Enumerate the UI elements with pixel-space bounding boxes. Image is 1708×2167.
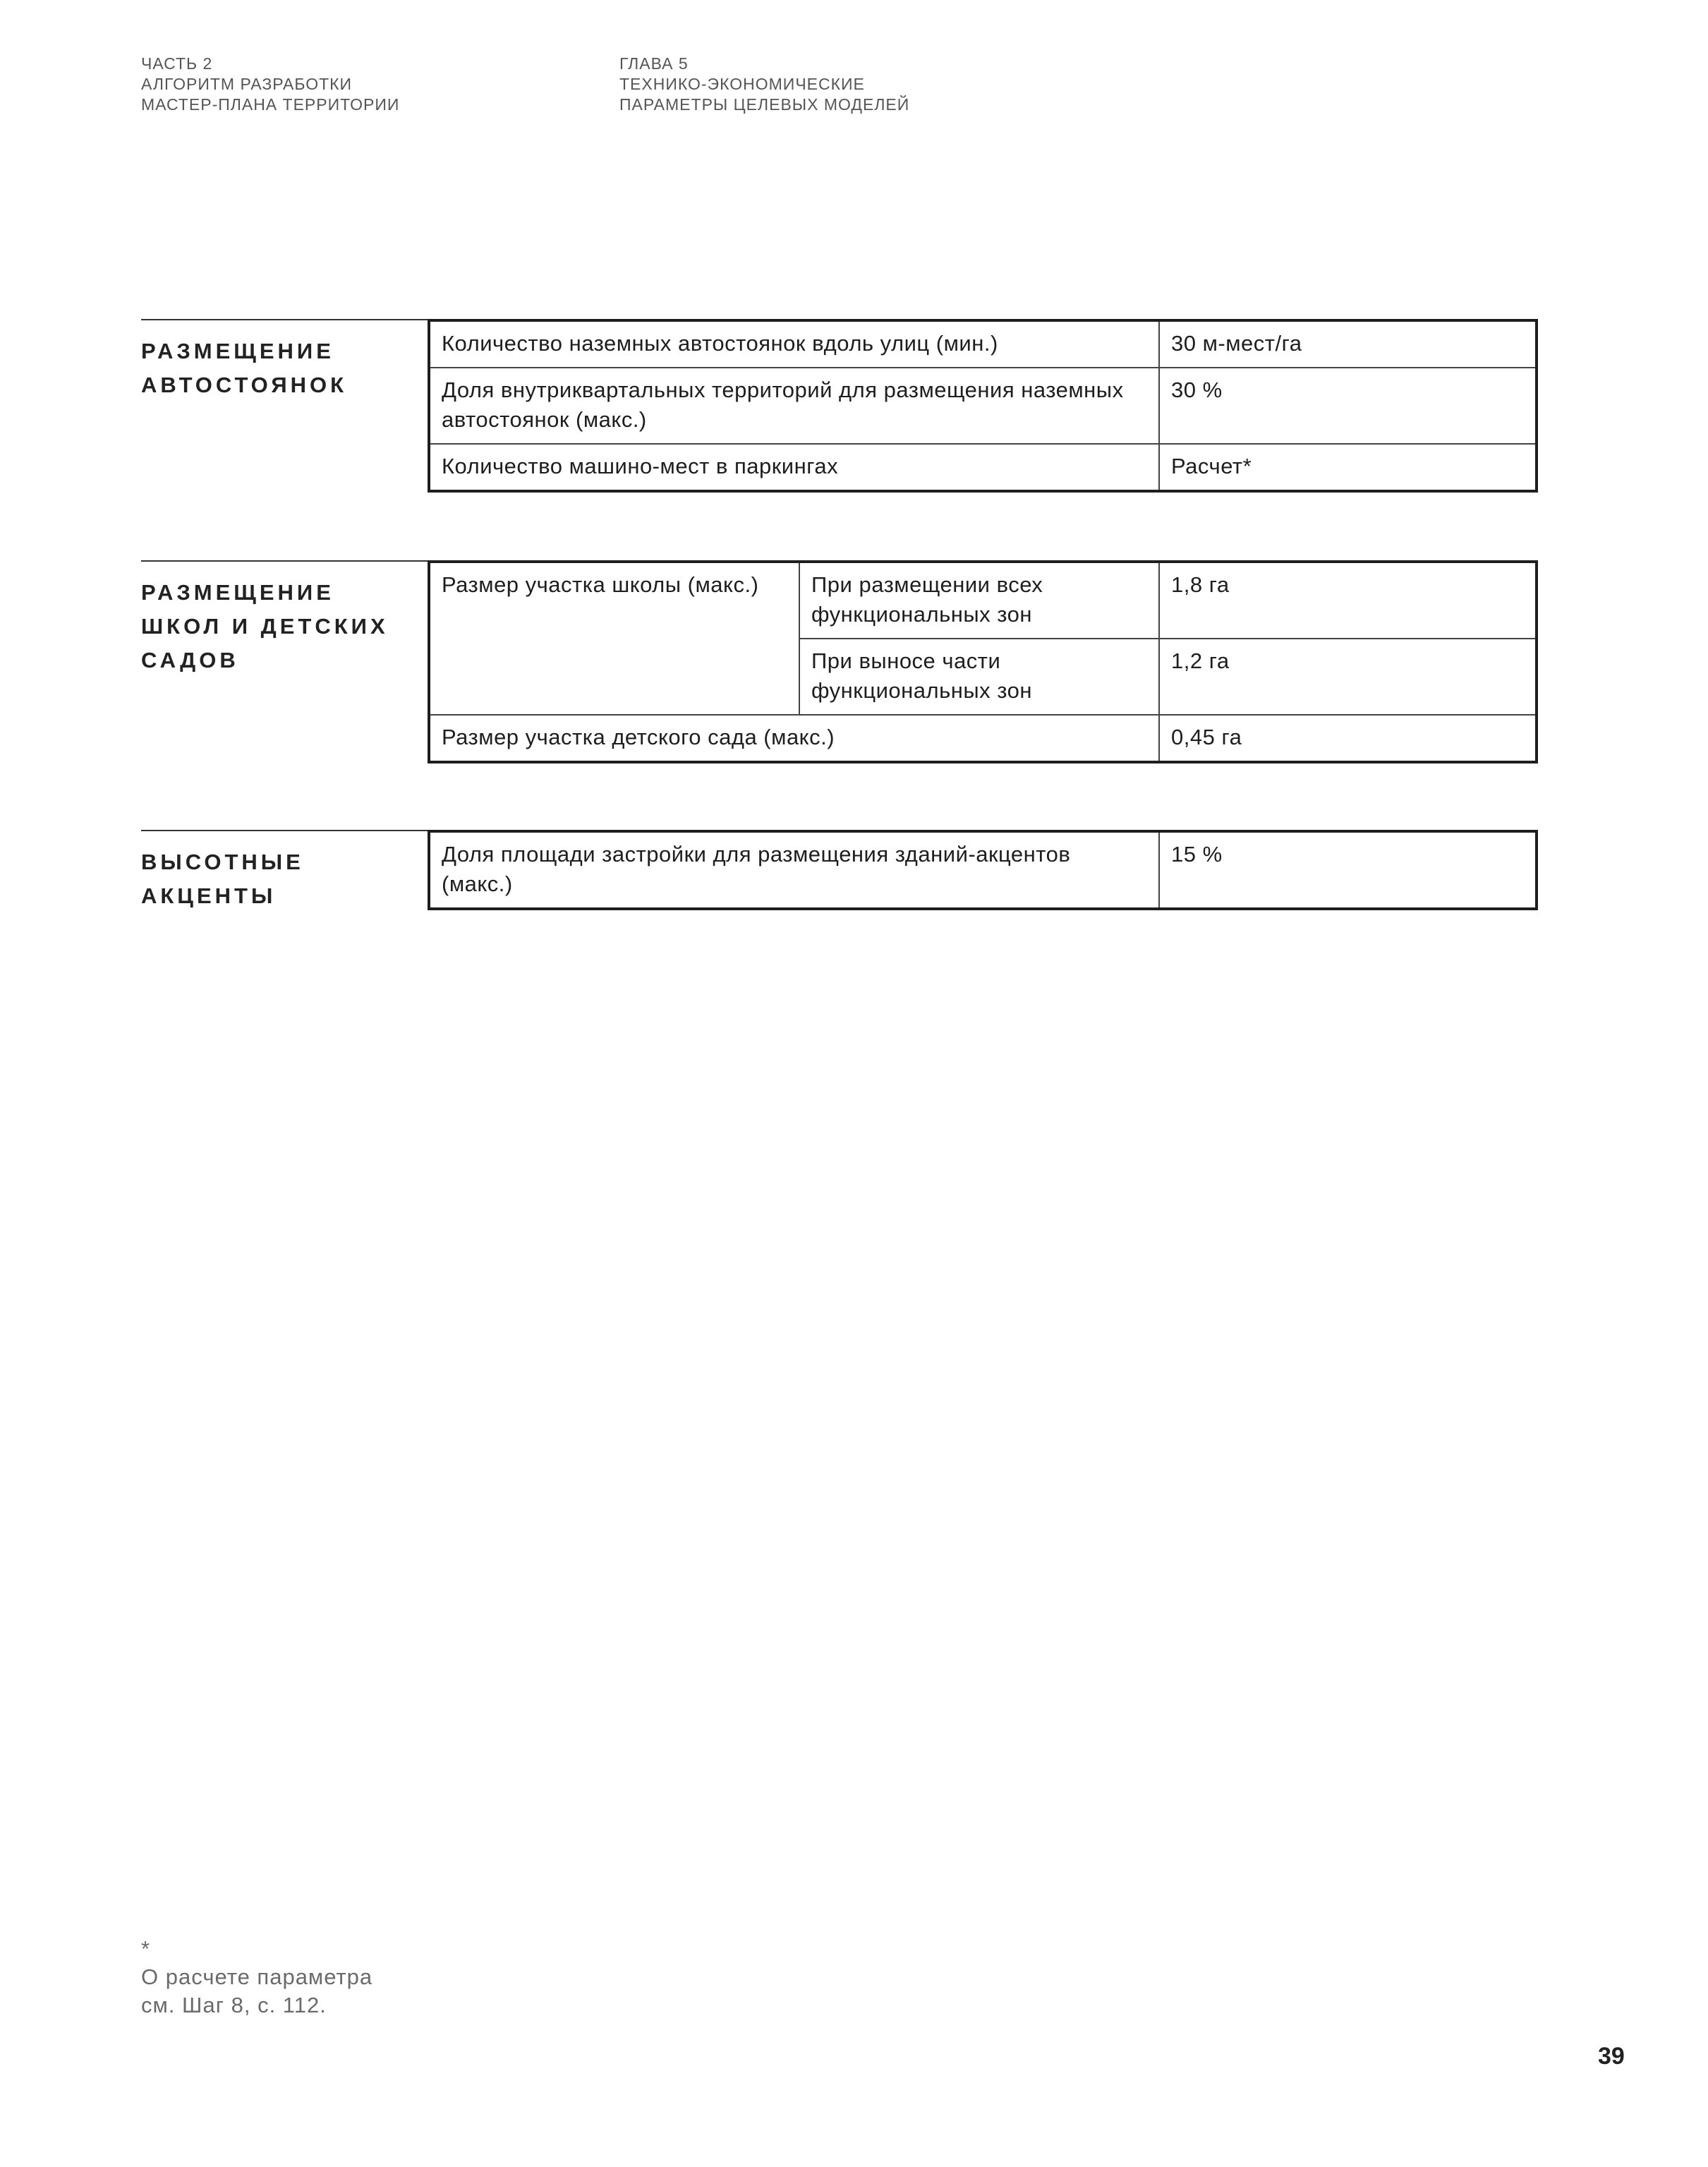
section-title-line: ВЫСОТНЫЕ — [141, 850, 304, 874]
table-row — [429, 320, 1537, 368]
section-divider — [141, 560, 430, 562]
schools-parameters-table — [428, 560, 1538, 763]
section-title-line: РАЗМЕЩЕНИЕ — [141, 580, 334, 605]
section-title-line: АКЦЕНТЫ — [141, 883, 277, 908]
section-title-line: АВТОСТОЯНОК — [141, 373, 348, 397]
section-title — [141, 334, 423, 402]
parameter-cell: Количество машино-мест в паркингах — [429, 444, 1159, 491]
chapter-title-line-1: ТЕХНИКО-ЭКОНОМИЧЕСКИЕ — [619, 75, 865, 93]
value-cell: 15 % — [1159, 831, 1537, 909]
section-divider — [141, 319, 430, 320]
footnote-marker: * — [141, 1936, 151, 1961]
chapter-number: ГЛАВА 5 — [619, 54, 689, 73]
value-cell: 30 % — [1159, 368, 1537, 444]
table-row — [429, 562, 1537, 639]
section-title-line: РАЗМЕЩЕНИЕ — [141, 339, 334, 363]
value-cell: 30 м-мест/га — [1159, 320, 1537, 368]
parameter-cell: Размер участка детского сада (макс.) — [429, 715, 1159, 762]
table-row — [429, 444, 1537, 491]
footnote-line: см. Шаг 8, с. 112. — [141, 1993, 327, 2017]
section-title-line: САДОВ — [141, 648, 239, 672]
condition-cell: При выносе части функциональных зон — [799, 639, 1159, 715]
parameter-cell: Количество наземных автостоянок вдоль улиц (мин.) — [429, 320, 1159, 368]
accents-parameters-table — [428, 830, 1538, 910]
page-number: 39 — [1598, 2043, 1625, 2070]
parking-parameters-table — [428, 319, 1538, 493]
chapter-title-line-2: ПАРАМЕТРЫ ЦЕЛЕВЫХ МОДЕЛЕЙ — [619, 95, 910, 114]
footnote — [141, 1935, 373, 2020]
part-number: ЧАСТЬ 2 — [141, 54, 213, 73]
parameter-cell: Доля площади застройки для размещения зданий-акцентов (макс.) — [429, 831, 1159, 909]
running-head-chapter — [619, 54, 909, 115]
table-row — [429, 368, 1537, 444]
value-cell: 1,8 га — [1159, 562, 1537, 639]
section-title-line: ШКОЛ И ДЕТСКИХ — [141, 614, 389, 639]
part-title-line-1: АЛГОРИТМ РАЗРАБОТКИ — [141, 75, 353, 93]
section-divider — [141, 830, 430, 831]
table-row — [429, 831, 1537, 909]
table-row — [429, 715, 1537, 762]
section-title — [141, 845, 423, 913]
value-cell: 0,45 га — [1159, 715, 1537, 762]
section-title — [141, 576, 423, 677]
footnote-line: О расчете параметра — [141, 1964, 373, 1989]
condition-cell: При размещении всех функциональных зон — [799, 562, 1159, 639]
value-cell: 1,2 га — [1159, 639, 1537, 715]
part-title-line-2: МАСТЕР-ПЛАНА ТЕРРИТОРИИ — [141, 95, 400, 114]
parameter-cell: Доля внутриквартальных территорий для размещения наземных автостоянок (макс.) — [429, 368, 1159, 444]
value-cell: Расчет* — [1159, 444, 1537, 491]
running-head-part — [141, 54, 399, 115]
parameter-cell: Размер участка школы (макс.) — [429, 562, 799, 715]
